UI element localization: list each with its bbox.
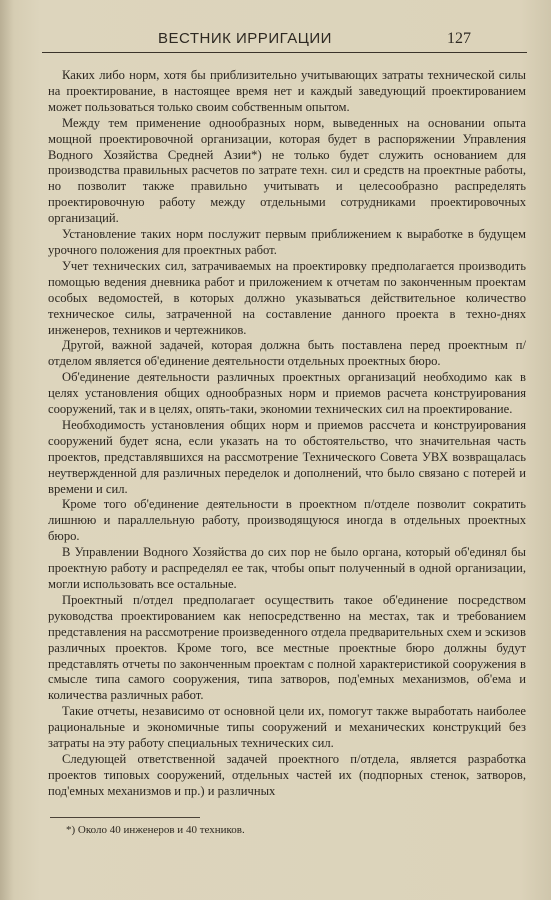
paragraph: Между тем применение однообразных норм, выведенных на основании опыта мощной проектировочной организации, которая будет в распоряжении Управления Водного Хозяйства Средней Азии*) не только будет служить основанием для производства правильных расчетов по затрате техн. сил и средств на проектные работы, но позволит также правильно учитывать и целесообразно распределять проектировочную работу между отдельными сотрудниками проектировочных организаций. <box>48 115 526 226</box>
footnote-divider <box>50 817 200 818</box>
paragraph: Установление таких норм послужит первым приближением к выработке в будущем урочного положения для проектных работ. <box>48 227 526 257</box>
paragraph: Об'единение деятельности различных проектных организаций необходимо как в целях установления общих однообразных норм и приемов расчета конструирования сооружений, так и в целях, опять-таки, экономии технических сил на проектирование. <box>48 370 526 417</box>
paragraph: Кроме того об'единение деятельности в проектном п/отделе позволит сократить лишнюю и параллельную работу, производящуюся иногда в отдельных проектных бюро. <box>48 497 526 544</box>
paragraph: В Управлении Водного Хозяйства до сих пор не было органа, который об'единял бы проектную работу и распределял ее так, чтобы опыт полученный в одной организации, могли использовать все остальные. <box>48 545 526 591</box>
page-number: 127 <box>447 30 471 47</box>
paragraph: Каких либо норм, хотя бы приблизительно учитывающих затраты технической силы на проектирование, в настоящее время нет и каждый заведующий проектированием может пользоваться только своим собственным опытом. <box>48 68 526 114</box>
paragraph: Другой, важной задачей, которая должна быть поставлена перед проектным п/отделом является об'единение деятельности отдельных проектных бюро. <box>48 338 526 369</box>
paragraph: Такие отчеты, независимо от основной цели их, помогут также выработать наиболее рациональные и экономичные типы сооружений и механических конструкций без затраты на эту работу специальных технических сил. <box>48 704 526 751</box>
paragraph: Учет технических сил, затрачиваемых на проектировку предполагается производить помощью ведения дневника работ и приложением к отчетам по законченным проектам особых ведомостей, в которых должно указываться действительное количество техническое силы, затраченной на составление данного проекта в техно-днях инженеров, техников и чертежников. <box>48 258 526 337</box>
paragraph: Следующей ответственной задачей проектного п/отдела, является разработка проектов типовых сооружений, отдельных частей их (подпорных стенок, затворов, под'емных механизмов и пр.) и различных <box>48 751 526 798</box>
running-header <box>42 28 527 53</box>
paragraph: Проектный п/отдел предполагает осуществить такое об'единение посредством руководства проектированием как непосредственно на местах, так и требованием представления на рассмотрение произведенного отдела предварительных схем и эскизов различных проектов. Кроме того, все местные проектные бюро должны будут представлять отчеты по законченным проектам с полной характеристикой сооружения в смысле типа самого сооружения, типа затворов, под'емных механизмов, об'ема и количества различных работ. <box>48 592 526 703</box>
paragraph: Необходимость установления общих норм и приемов рассчета и конструирования сооружений будет ясна, если указать на то обстоятельство, что значительная часть проектов, представлявшихся на рассмотрение Технического Совета УВХ возвращалась неутвержденной для различных переделок и дополнений, что было связано с потерей и времени и сил. <box>48 417 526 496</box>
footnote: *) Около 40 инженеров и 40 техников. <box>66 824 245 836</box>
article-body <box>48 68 526 800</box>
journal-title: ВЕСТНИК ИРРИГАЦИИ <box>158 30 332 47</box>
